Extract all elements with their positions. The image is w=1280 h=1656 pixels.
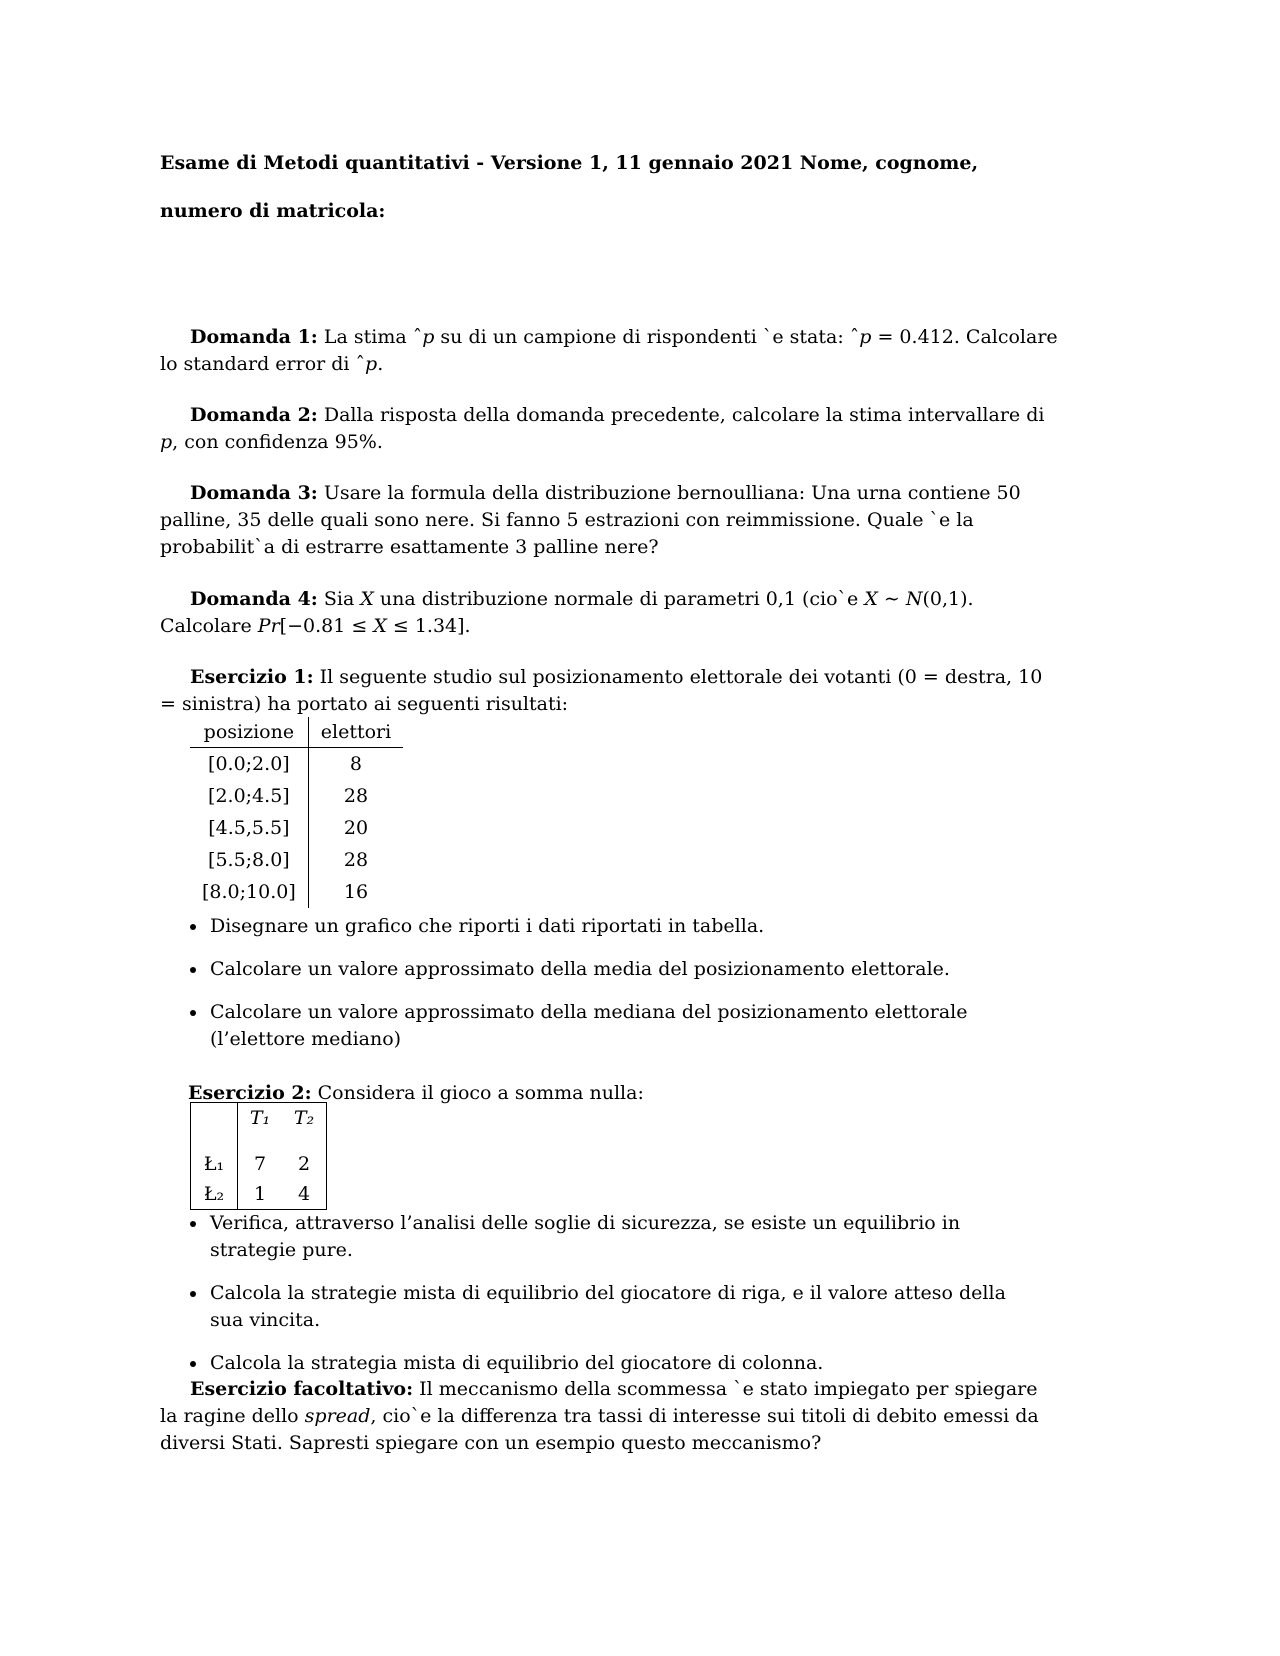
exercise-1-label: Esercizio 1: [190,666,314,688]
game-payoff-cell: 7 [253,1152,267,1175]
question-1-text-c: = 0.412. Calcolare lo standard error di ˆ [160,326,1058,375]
question-2 [160,402,1060,456]
exercise-1 [160,664,1060,718]
game-payoff-cell: 4 [297,1182,311,1205]
column-header-elettori: elettori [308,717,403,748]
table-cell-position: [5.5;8.0] [190,844,308,876]
question-3-text: Usare la formula della distribuzione bernoulliana: Una urna contiene 50 palline, 35 delle quali sono nere. Si fanno 5 estrazioni con reimmissione. Quale `e la probabilit`a di estrarre esattamente 3 palline nere? [160,482,1021,558]
exercise-1-text: Il seguente studio sul posizionamento elettorale dei votanti (0 = destra, 10 = sinistra) ha portato ai seguenti risultati: [160,666,1043,715]
question-2-label: Domanda 2: [190,404,318,426]
list-item: Calcola la strategia mista di equilibrio del giocatore di colonna. [160,1350,1040,1377]
table-row [190,876,403,908]
question-4-text-d: (0,1). Calcolare [160,588,974,637]
question-4-text-e: [−0.81 ≤ [279,615,374,637]
question-1-var-a: p [422,326,435,348]
table-row [191,1179,327,1210]
table-cell-voters: 28 [343,848,369,871]
optional-exercise-text-a: Il meccanismo della scommessa `e stato impiegato per spiegare la ragine dello [160,1378,1038,1427]
table-row [191,1149,327,1179]
table-row [190,748,403,781]
optional-exercise [160,1376,1060,1457]
list-item: Calcolare un valore approssimato della mediana del posizionamento elettorale (l’elettore mediano) [160,999,1040,1053]
exam-header-line-2: numero di matricola: [160,200,386,222]
question-4-text-c: ∼ [877,588,906,610]
zero-sum-game-table [190,1102,327,1210]
game-row-label: Ł₁ [191,1149,238,1179]
question-1 [160,324,1060,378]
question-1-label: Domanda 1: [190,326,318,348]
question-4-var-b: X [864,588,878,610]
question-1-text-a: La stima ˆ [323,326,423,348]
optional-exercise-text-b: , cio`e la differenza tra tassi di interesse sui titoli di debito emessi da diversi Stati. Sapresti spiegare con un esempio questo meccanismo? [160,1405,1039,1454]
game-payoff-cell: 2 [297,1152,311,1175]
table-cell-voters: 16 [343,880,369,903]
list-item: Calcola la strategie mista di equilibrio del giocatore di riga, e il valore atteso della sua vincita. [160,1280,1040,1334]
question-1-var-b: p [859,326,872,348]
game-header-row [191,1103,327,1150]
table-row [190,780,403,812]
table-cell-position: [4.5,5.5] [190,812,308,844]
table-cell-position: [2.0;4.5] [190,780,308,812]
question-4-text-b: una distribuzione normale di parametri 0,1 (cio`e [373,588,865,610]
question-4-var-a: X [360,588,374,610]
game-corner-cell [191,1103,238,1150]
table-cell-voters: 28 [343,784,369,807]
list-item: Disegnare un grafico che riporti i dati riportati in tabella. [160,913,1040,940]
question-2-var-a: p [160,431,173,453]
question-3-label: Domanda 3: [190,482,318,504]
table-cell-position: [0.0;2.0] [190,748,308,781]
table-header-row [190,717,403,748]
game-column-header: T₁ [249,1107,271,1129]
table-cell-voters: 20 [343,816,369,839]
question-3 [160,480,1060,561]
voter-position-table [190,717,403,908]
optional-exercise-label: Esercizio facoltativo: [190,1378,414,1400]
table-cell-position: [8.0;10.0] [190,876,308,908]
question-2-text-a: Dalla risposta della domanda precedente, calcolare la stima intervallare di [323,404,1045,426]
optional-exercise-italic: spread [304,1405,371,1427]
question-2-text-b: , con confidenza 95%. [172,431,383,453]
exercise-2-task-list [160,1210,1040,1393]
question-4-var-e: X [373,615,387,637]
question-4-var-c: N [905,588,923,610]
question-1-var-c: p [365,353,378,375]
game-column-header: T₂ [293,1107,315,1129]
game-payoff-cell: 1 [253,1182,267,1205]
exercise-2-label: Esercizio 2: [188,1082,312,1104]
table-cell-voters: 8 [349,752,363,775]
question-4-text-f: ≤ 1.34]. [386,615,471,637]
question-4 [160,586,1060,640]
question-4-text-a: Sia [323,588,361,610]
question-4-label: Domanda 4: [190,588,318,610]
exam-header-line-1: Esame di Metodi quantitativi - Versione 1, 11 gennaio 2021 Nome, cognome, [160,152,979,174]
list-item: Calcolare un valore approssimato della media del posizionamento elettorale. [160,956,1040,983]
list-item: Verifica, attraverso l’analisi delle soglie di sicurezza, se esiste un equilibrio in strategie pure. [160,1210,1040,1264]
table-row [190,812,403,844]
question-1-text-d: . [377,353,384,375]
question-1-text-b: su di un campione di rispondenti `e stata: ˆ [434,326,860,348]
question-4-var-d: Pr [257,615,280,637]
column-header-posizione: posizione [190,717,308,748]
exercise-1-task-list [160,913,1040,1053]
exercise-2-text: Considera il gioco a somma nulla: [317,1082,644,1104]
game-row-label: Ł₂ [191,1179,238,1210]
table-row [190,844,403,876]
